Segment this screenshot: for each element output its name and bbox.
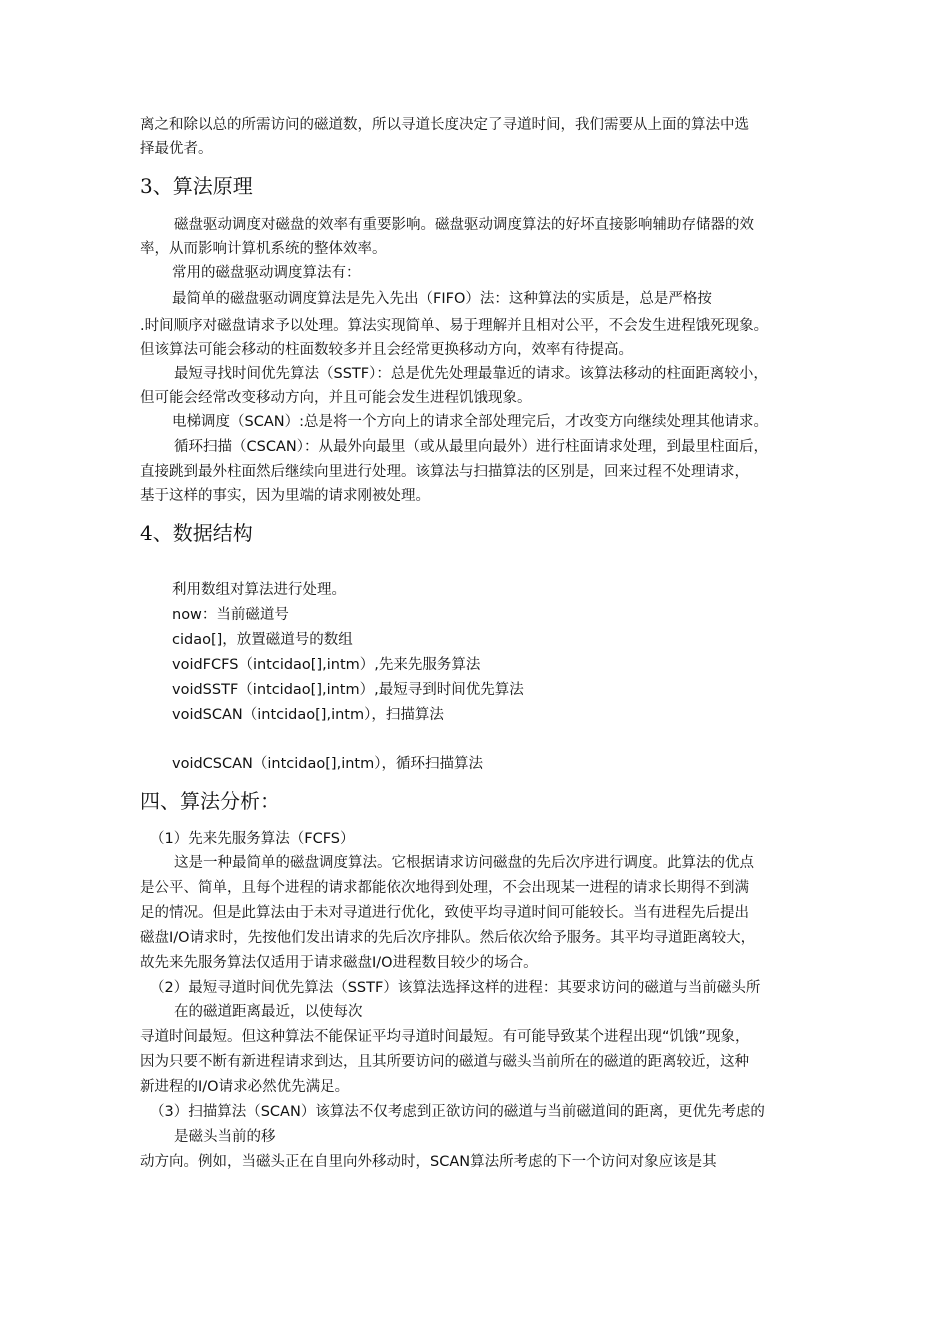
text-line: 动方向。例如，当磁头正在自里向外移动时，SCAN算法所考虑的下一个访问对象应该是其 (140, 1154, 717, 1170)
text-line: 寻道时间最短。但这种算法不能保证平均寻道时间最短。有可能导致某个进程出现“饥饿”现象， (140, 1029, 750, 1045)
text-line: 电梯调度（SCAN）:总是将一个方向上的请求全部处理完后，才改变方向继续处理其他请求。 (172, 414, 768, 430)
text-line: 但该算法可能会移动的柱面数较多并且会经常更换移动方向，效率有待提高。 (140, 342, 633, 358)
section-heading: 四、算法分析： (140, 789, 280, 813)
text-line: 离之和除以总的所需访问的磁道数，所以寻道长度决定了寻道时间，我们需要从上面的算法中选 (140, 117, 749, 133)
text-line: 最短寻找时间优先算法（SSTF）：总是优先处理最靠近的请求。该算法移动的柱面距离较小， (174, 366, 768, 382)
text-line: cidao[]，放置磁道号的数组 (172, 632, 353, 648)
text-line: 率，从而影响计算机系统的整体效率。 (140, 241, 387, 257)
text-line: （3）扫描算法（SCAN）该算法不仅考虑到正欲访问的磁道与当前磁道间的距离，更优先考虑的 (150, 1104, 765, 1120)
text-line: （2）最短寻道时间优先算法（SSTF）该算法选择这样的进程：其要求访问的磁道与当前磁头所 (150, 980, 761, 996)
section-heading: 3、算法原理 (140, 174, 253, 198)
text-line: 磁盘I/O请求时，先按他们发出请求的先后次序排队。然后依次给予服务。其平均寻道距离较大， (140, 930, 756, 946)
text-line: 直接跳到最外柱面然后继续向里进行处理。该算法与扫描算法的区别是，回来过程不处理请求， (140, 464, 749, 480)
text-line: voidSSTF（intcidao[],intm）,最短寻到时间优先算法 (172, 682, 524, 698)
text-line: 基于这样的事实，因为里端的请求刚被处理。 (140, 488, 430, 504)
text-line: 足的情况。但是此算法由于未对寻道进行优化，致使平均寻道时间可能较长。当有进程先后提出 (140, 905, 749, 921)
text-line: now：当前磁道号 (172, 607, 289, 623)
text-line: 这是一种最简单的磁盘调度算法。它根据请求访问磁盘的先后次序进行调度。此算法的优点 (174, 855, 754, 871)
text-line: 择最优者。 (140, 141, 213, 157)
text-line: voidCSCAN（intcidao[],intm），循环扫描算法 (172, 756, 483, 772)
text-line: 是磁头当前的移 (174, 1129, 276, 1145)
text-line: 新进程的I/O请求必然优先满足。 (140, 1079, 350, 1095)
text-line: 在的磁道距离最近，以使每次 (174, 1004, 363, 1020)
text-line: 但可能会经常改变移动方向，并且可能会发生进程饥饿现象。 (140, 390, 532, 406)
text-line: （1）先来先服务算法（FCFS） (150, 831, 355, 847)
text-line: 磁盘驱动调度对磁盘的效率有重要影响。磁盘驱动调度算法的好坏直接影响辅助存储器的效 (174, 217, 754, 233)
text-line: 最简单的磁盘驱动调度算法是先入先出（FIFO）法：这种算法的实质是，总是严格按 (172, 291, 712, 307)
text-line: 循环扫描（CSCAN）：从最外向最里（或从最里向最外）进行柱面请求处理，到最里柱面后， (174, 439, 768, 455)
text-line: 利用数组对算法进行处理。 (172, 582, 346, 598)
text-line: 因为只要不断有新进程请求到达，且其所要访问的磁道与磁头当前所在的磁道的距离较近，这种 (140, 1054, 749, 1070)
text-line: 是公平、简单，且每个进程的请求都能依次地得到处理，不会出现某一进程的请求长期得不到满 (140, 880, 749, 896)
text-line: voidSCAN（intcidao[],intm），扫描算法 (172, 707, 444, 723)
text-line: 常用的磁盘驱动调度算法有： (172, 265, 361, 281)
text-line: 故先来先服务算法仅适用于请求磁盘I/O进程数目较少的场合。 (140, 955, 538, 971)
text-line: .时间顺序对磁盘请求予以处理。算法实现简单、易于理解并且相对公平，不会发生进程饿死现象。 (140, 318, 769, 334)
section-heading: 4、数据结构 (140, 521, 253, 545)
text-line: voidFCFS（intcidao[],intm）,先来先服务算法 (172, 657, 481, 673)
